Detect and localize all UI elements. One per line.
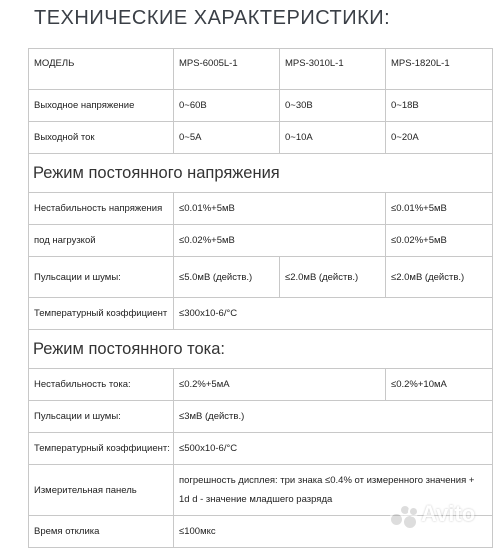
table-cell: ≤500x10-6/°C — [174, 433, 493, 465]
row-label: Нестабильность тока: — [29, 369, 174, 401]
table-cell: ≤300x10-6/°C — [174, 298, 493, 330]
row-label: Пульсации и шумы: — [29, 401, 174, 433]
table-row — [29, 193, 493, 225]
section-heading-cv: Режим постоянного напряжения — [29, 154, 493, 193]
table-cell: ≤0.01%+5мВ — [174, 193, 386, 225]
table-row — [29, 122, 493, 154]
watermark-text: Avito — [421, 501, 476, 526]
table-cell: погрешность дисплея: три знака ≤0.4% от измеренного значения + 1d d - значение младшего разряда — [174, 465, 493, 516]
specs-table — [28, 48, 493, 548]
table-cell: ≤0.2%+5мА — [174, 369, 386, 401]
table-cell: ≤0.02%+5мВ — [386, 225, 493, 257]
section-row — [29, 154, 493, 193]
table-cell: 0~10А — [280, 122, 386, 154]
avito-logo-icon — [389, 501, 417, 527]
row-label: Температурный коэффициент: — [29, 433, 174, 465]
section-row — [29, 330, 493, 369]
table-cell: ≤3мВ (действ.) — [174, 401, 493, 433]
row-label: Температурный коэффициент — [29, 298, 174, 330]
page-title: ТЕХНИЧЕСКИЕ ХАРАКТЕРИСТИКИ: — [34, 7, 391, 29]
table-row — [29, 369, 493, 401]
table-cell: 0~20А — [386, 122, 493, 154]
header-cell: МОДЕЛЬ — [29, 49, 174, 90]
table-cell: 0~60В — [174, 90, 280, 122]
row-label: Пульсации и шумы: — [29, 257, 174, 298]
table-row — [29, 298, 493, 330]
table-cell: ≤2.0мВ (действ.) — [386, 257, 493, 298]
table-cell: 0~18В — [386, 90, 493, 122]
table-row — [29, 257, 493, 298]
section-heading-cc: Режим постоянного тока: — [29, 330, 493, 369]
table-header-row — [29, 49, 493, 90]
table-cell: ≤0.02%+5мВ — [174, 225, 386, 257]
table-cell: ≤100мкс — [174, 516, 493, 548]
header-cell: MPS-1820L-1 — [386, 49, 493, 90]
table-cell: ≤0.01%+5мВ — [386, 193, 493, 225]
row-label: Измерительная панель — [29, 465, 174, 516]
table-row — [29, 225, 493, 257]
header-cell: MPS-6005L-1 — [174, 49, 280, 90]
row-label: Выходное напряжение — [29, 90, 174, 122]
table-row — [29, 401, 493, 433]
table-cell: 0~5А — [174, 122, 280, 154]
table-row — [29, 433, 493, 465]
table-cell: ≤2.0мВ (действ.) — [280, 257, 386, 298]
row-label: Выходной ток — [29, 122, 174, 154]
table-cell: 0~30В — [280, 90, 386, 122]
table-row — [29, 90, 493, 122]
avito-watermark — [389, 501, 475, 527]
row-label: под нагрузкой — [29, 225, 174, 257]
row-label: Время отклика — [29, 516, 174, 548]
table-cell: ≤5.0мВ (действ.) — [174, 257, 280, 298]
header-cell: MPS-3010L-1 — [280, 49, 386, 90]
row-label: Нестабильность напряжения — [29, 193, 174, 225]
table-cell: ≤0.2%+10мА — [386, 369, 493, 401]
